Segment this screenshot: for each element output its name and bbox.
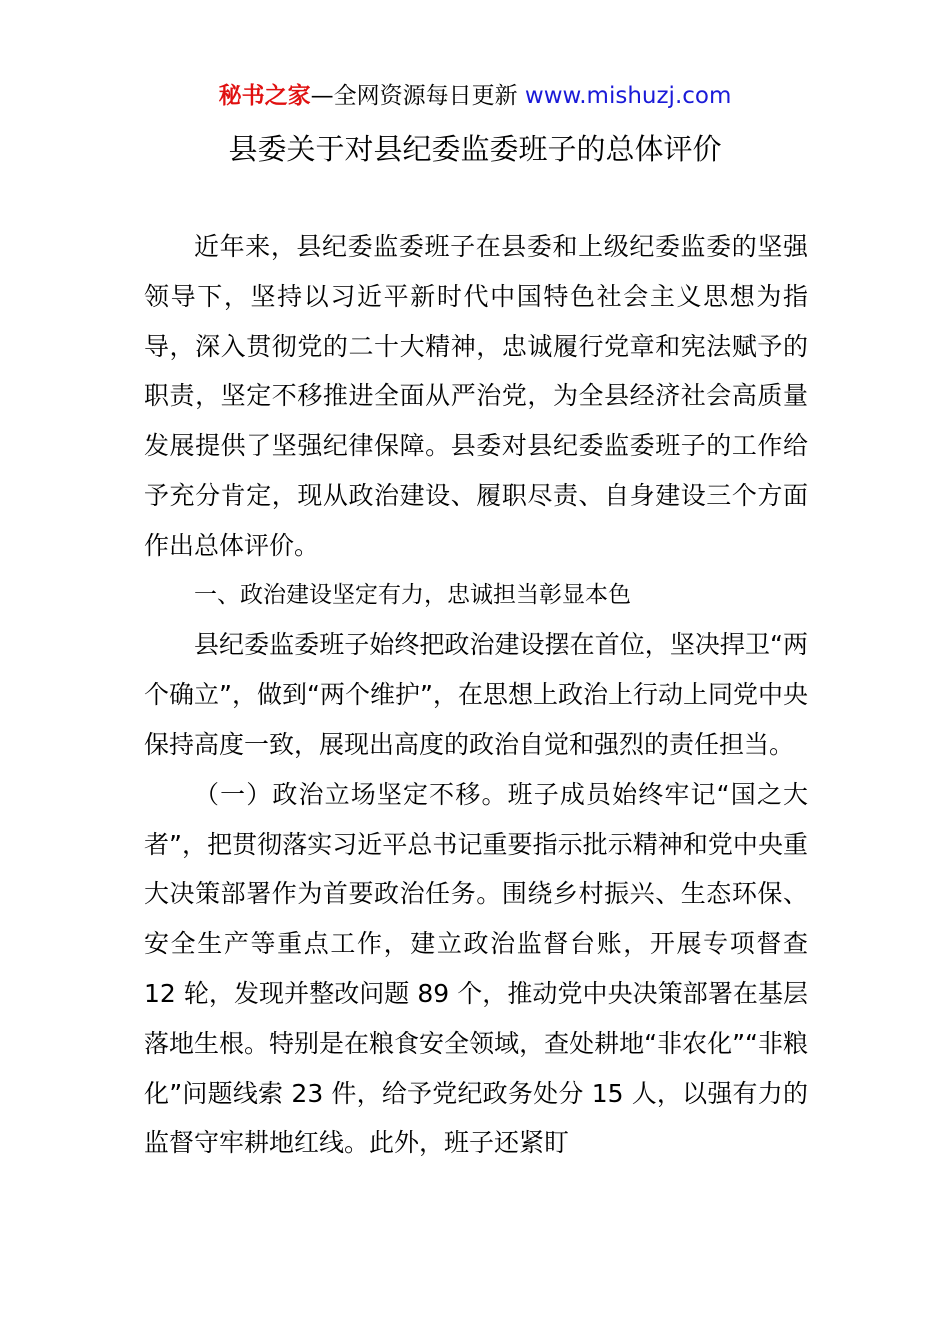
site-url[interactable]: www.mishuzj.com: [524, 83, 732, 109]
site-tagline: —全网资源每日更新: [310, 83, 525, 109]
section-heading-1: 一、政治建设坚定有力，忠诚担当彰显本色: [194, 581, 631, 608]
document-title: 县委关于对县纪委监委班子的总体评价: [228, 132, 722, 166]
intro-paragraph: 近年来，县纪委监委班子在县委和上级纪委监委的坚强领导下，坚持以习近平新时代中国特色社会主义思想为指导，深入贯彻党的二十大精神，忠诚履行党章和宪法赋予的职责，坚定不移推进全面从严治党，为全县经济社会高质量发展提供了坚强纪律保障。县委对县纪委监委班子的工作给予充分肯定，现从政治建设、履职尽责、自身建设三个方面作出总体评价。: [144, 232, 808, 560]
subsection-1-paragraph: （一）政治立场坚定不移。班子成员始终牢记“国之大者”，把贯彻落实习近平总书记重要指示批示精神和党中央重大决策部署作为首要政治任务。围绕乡村振兴、生态环保、安全生产等重点工作，建立政治监督台账，开展专项督查 12 轮，发现并整改问题 89 个，推动党中央决策部署在基层落地生根。特别是在粮食安全领域，查处耕地“非农化”“非粮化”问题线索 23 件，给予党纪政务处分 15 人，以强有力的监督守牢耕地红线。此外，班子还紧盯: [144, 779, 808, 1158]
site-header: [0, 80, 950, 112]
document-body: [144, 222, 808, 1168]
site-brand: 秘书之家: [218, 83, 311, 109]
section-1-paragraph: 县纪委监委班子始终把政治建设摆在首位，坚决捍卫“两个确立”，做到“两个维护”，在思想上政治上行动上同党中央保持高度一致，展现出高度的政治自觉和强烈的责任担当。: [144, 630, 808, 759]
